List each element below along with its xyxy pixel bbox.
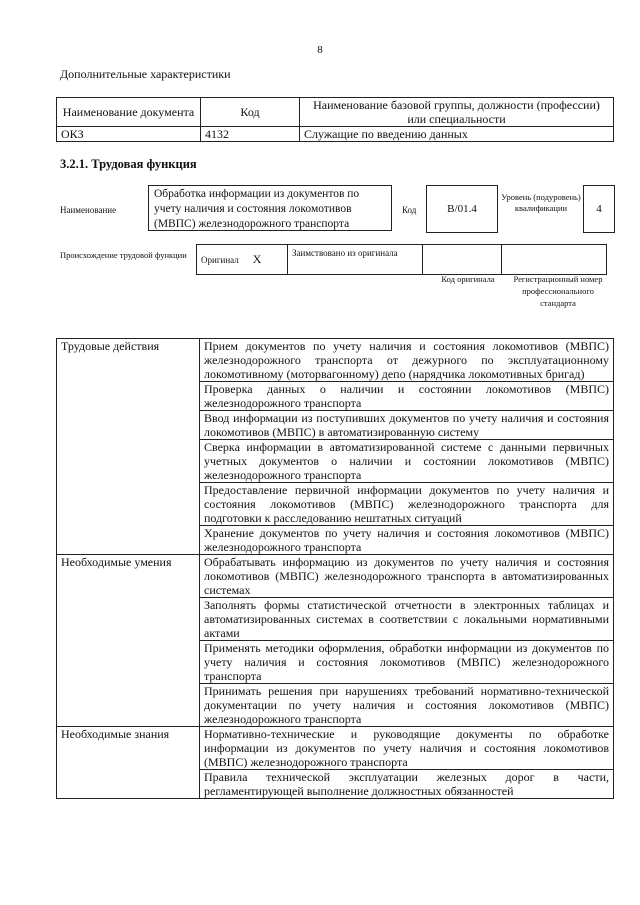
function-code-box: B/01.4 (426, 185, 498, 233)
origin-label: Происхождение трудовой функции (60, 250, 187, 260)
function-name-box: Обработка информации из документов по учету наличия и состояния локомотивов (МВПС) железнодорожного транспорта (148, 185, 392, 231)
origin-row (197, 245, 607, 275)
table-row (57, 727, 614, 770)
original-code-cell (423, 245, 502, 275)
category-labor-actions: Трудовые действия (57, 339, 200, 555)
additional-characteristics-table (56, 97, 614, 142)
original-cell (197, 245, 288, 275)
origin-table (196, 244, 607, 275)
table-header-row (57, 98, 614, 127)
list-item: Обрабатывать информацию из документов по учету наличия и состояния локомотивов (МВПС) железнодорожного транспорта в автоматизированных системах (200, 555, 614, 598)
table-row (57, 339, 614, 382)
registration-number-cell (502, 245, 607, 275)
borrowed-label: Заимствовано из оригинала (288, 245, 423, 275)
header-code: Код (201, 98, 300, 127)
list-item: Проверка данных о наличии и состоянии локомотивов (МВПС) железнодорожного транспорта (200, 382, 614, 411)
page-number: 8 (317, 44, 323, 56)
cell-group: Служащие по введению данных (300, 127, 614, 142)
list-item: Нормативно-технические и руководящие документы по обработке информации из документов по учету наличия и состояния локомотивов (МВПС) железнодорожного транспорта (200, 727, 614, 770)
cell-code: 4132 (201, 127, 300, 142)
table-row (57, 555, 614, 598)
section-title: 3.2.1. Трудовая функция (60, 157, 197, 171)
qualification-level-label: Уровень (подуровень) квалификации (501, 192, 581, 213)
original-code-caption: Код оригинала (441, 274, 495, 284)
registration-number-caption: Регистрационный номер профессионального стандарта (513, 274, 603, 308)
header-document-name: Наименование документа (57, 98, 201, 127)
list-item: Предоставление первичной информации документов по учету наличия и состояния локомотивов (МВПС) железнодорожного транспорта для подготовки к расследованию нештатных ситуаций (200, 483, 614, 526)
labor-function-table (56, 338, 614, 799)
list-item: Сверка информации в автоматизированной системе с данными первичных учетных документов о наличии и состоянии локомотивов (МВПС) железнодорожного транспорта (200, 440, 614, 483)
list-item: Правила технической эксплуатации железных дорог в части, регламентирующей выполнение должностных обязанностей (200, 770, 614, 799)
list-item: Принимать решения при нарушениях требований нормативно-технической документации по учету наличия и состояния локомотивов (МВПС) железнодорожного транспорта (200, 684, 614, 727)
name-label: Наименование (60, 205, 117, 215)
cell-document: ОКЗ (57, 127, 201, 142)
header-group-name: Наименование базовой группы, должности (профессии) или специальности (300, 98, 614, 127)
list-item: Заполнять формы статистической отчетности в электронных таблицах и автоматизированных системах в соответствии с локальными нормативными актами (200, 598, 614, 641)
additional-characteristics-title: Дополнительные характеристики (60, 67, 231, 81)
list-item: Применять методики оформления, обработки информации из документов по учету наличия и состояния локомотивов (МВПС) железнодорожного транспорта (200, 641, 614, 684)
original-mark: X (252, 252, 262, 266)
list-item: Хранение документов по учету наличия и состояния локомотивов (МВПС) железнодорожного транспорта (200, 526, 614, 555)
list-item: Ввод информации из поступивших документов по учету наличия и состояния локомотивов (МВПС) в автоматизированную систему (200, 411, 614, 440)
list-item: Прием документов по учету наличия и состояния локомотивов (МВПС) железнодорожного транспорта от дежурного по эксплуатационному локомотивному (моторвагонному) депо (нарядчика локомотивных бригад) (200, 339, 614, 382)
table-row (57, 127, 614, 142)
qualification-level-box: 4 (583, 185, 615, 233)
original-label: Оригинал (201, 255, 239, 265)
code-label: Код (402, 205, 417, 215)
category-required-knowledge: Необходимые знания (57, 727, 200, 799)
category-required-skills: Необходимые умения (57, 555, 200, 727)
